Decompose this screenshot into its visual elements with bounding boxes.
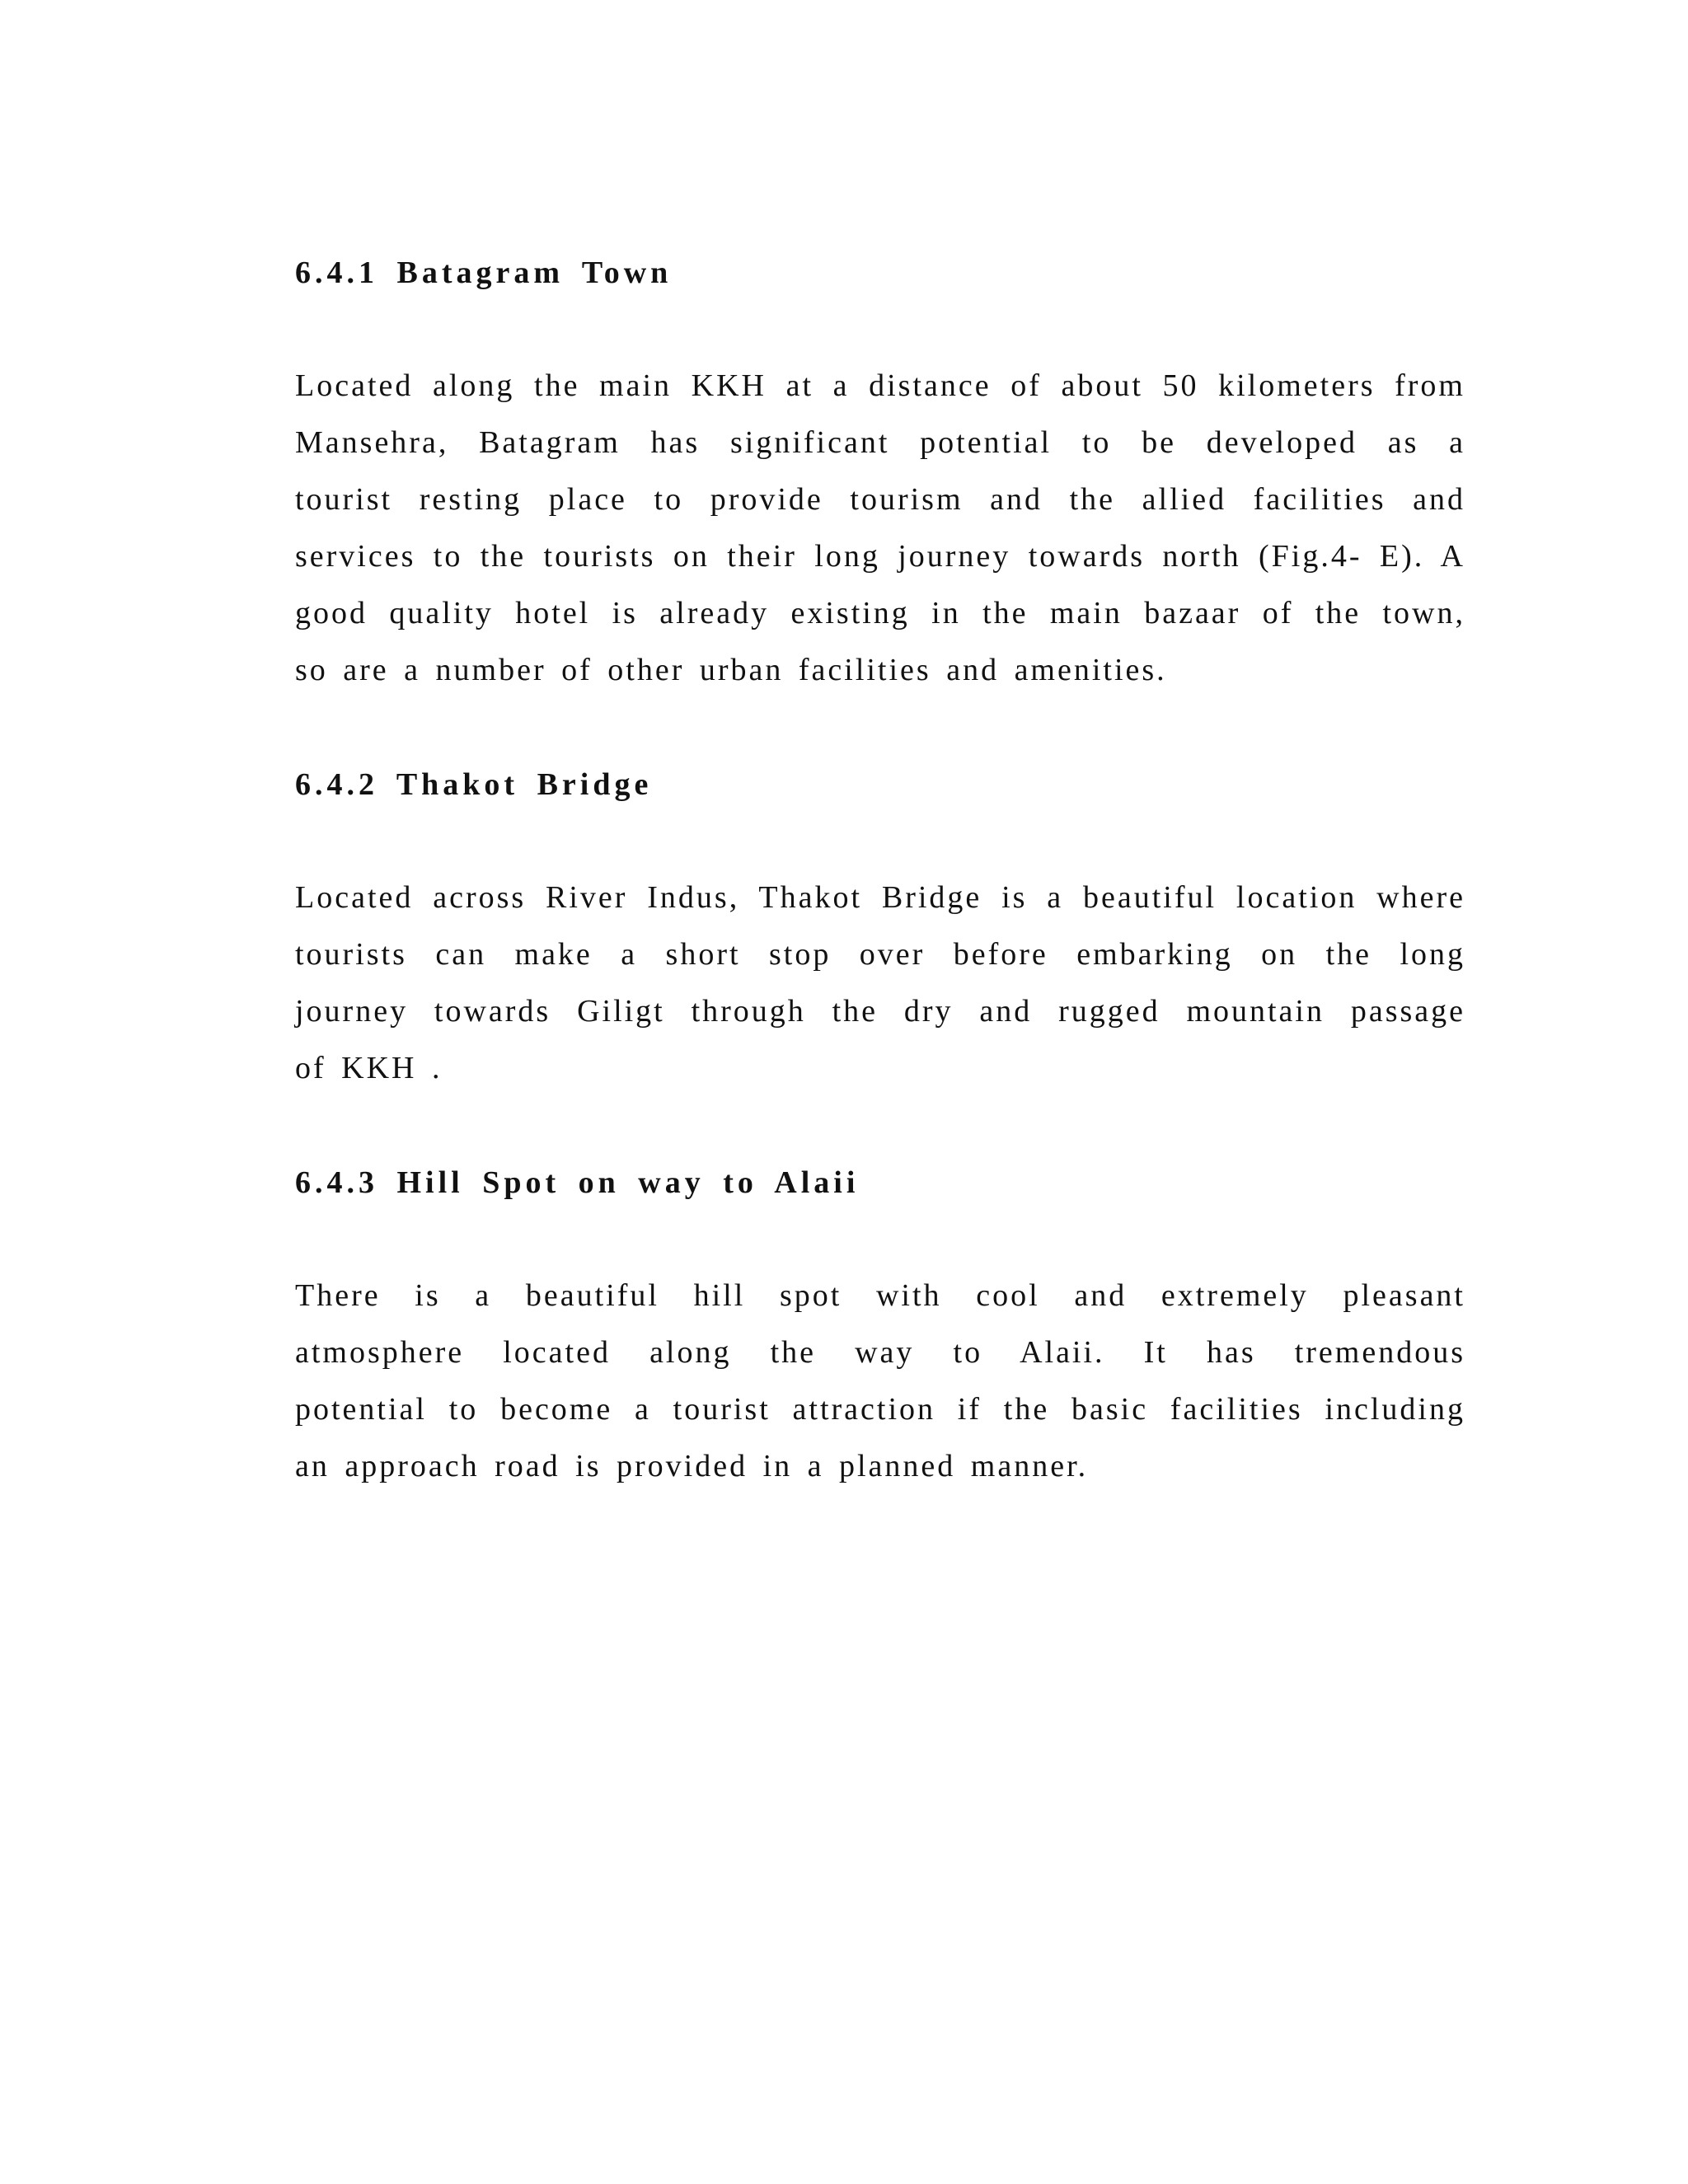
section-paragraph-6-4-3	[295, 1268, 1465, 1495]
paragraph-line: journey towards Giligt through the dry and rugged mountain passage	[295, 994, 1465, 1029]
paragraph-line: of KKH .	[295, 1051, 443, 1085]
section-heading-6-4-2: 6.4.2 Thakot Bridge	[295, 767, 653, 802]
section-heading-6-4-1: 6.4.1 Batagram Town	[295, 255, 673, 290]
paragraph-line: Located across River Indus, Thakot Bridge is a beautiful location where	[295, 880, 1465, 915]
paragraph-line: good quality hotel is already existing in the main bazaar of the town,	[295, 596, 1465, 630]
section-paragraph-6-4-2	[295, 869, 1465, 1097]
paragraph-line: potential to become a tourist attraction if the basic facilities including	[295, 1392, 1465, 1427]
paragraph-line: Located along the main KKH at a distance of about 50 kilometers from	[295, 368, 1465, 403]
paragraph-line: tourist resting place to provide tourism and the allied facilities and	[295, 482, 1465, 517]
paragraph-line: services to the tourists on their long journey towards north (Fig.4- E). A	[295, 539, 1465, 574]
section-heading-6-4-3: 6.4.3 Hill Spot on way to Alaii	[295, 1165, 860, 1200]
paragraph-line: There is a beautiful hill spot with cool and extremely pleasant	[295, 1278, 1465, 1313]
paragraph-line: an approach road is provided in a planned manner.	[295, 1449, 1089, 1483]
paragraph-line: atmosphere located along the way to Alaii. It has tremendous	[295, 1335, 1465, 1370]
paragraph-line: Mansehra, Batagram has significant potential to be developed as a	[295, 425, 1465, 460]
paragraph-line: so are a number of other urban facilities and amenities.	[295, 653, 1167, 687]
paragraph-line: tourists can make a short stop over before embarking on the long	[295, 937, 1465, 972]
section-paragraph-6-4-1	[295, 358, 1465, 699]
